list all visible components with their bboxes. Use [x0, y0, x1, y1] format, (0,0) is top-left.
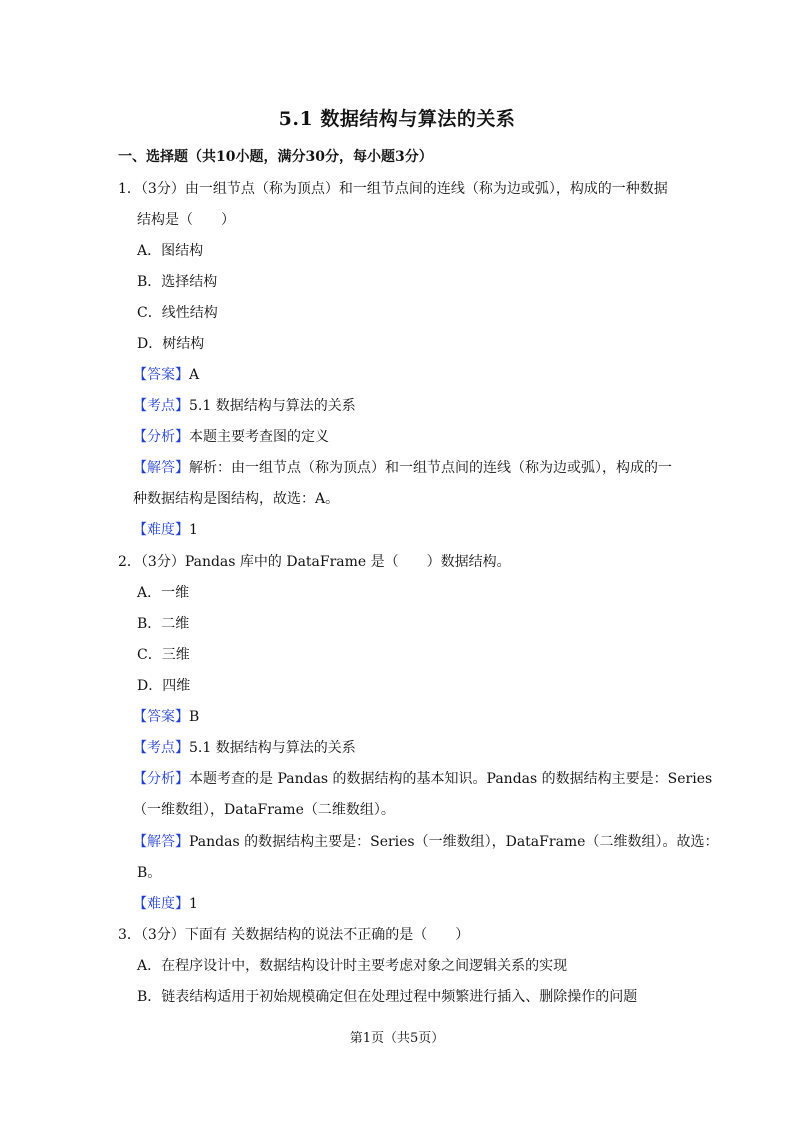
topic-tag: 【考点】 [133, 398, 189, 414]
difficulty-tag: 【难度】 [133, 522, 189, 538]
q3-option-b: B．链表结构适用于初始规模确定但在处理过程中频繁进行插入、删除操作的问题 [137, 989, 638, 1005]
q3-option-a: A．在程序设计中，数据结构设计时主要考虑对象之间逻辑关系的实现 [137, 958, 568, 974]
q2-option-d: D．四维 [137, 678, 191, 694]
q1-option-a: A．图结构 [137, 243, 204, 259]
q2-answer [133, 708, 199, 726]
q3-stem: 3．（3分）下面有 关数据结构的说法不正确的是（ ） [118, 927, 470, 943]
answer-tag: 【答案】 [133, 709, 189, 725]
q1-solution-cont: 种数据结构是图结构，故选：A。 [133, 491, 340, 507]
difficulty-value: 1 [189, 522, 198, 538]
q2-difficulty [133, 895, 198, 913]
q2-solution [133, 833, 718, 851]
analysis-value: 本题考查的是 Pandas 的数据结构的基本知识。Pandas 的数据结构主要是：Series [189, 771, 713, 787]
section-header: 一、选择题（共10小题，满分30分，每小题3分） [118, 149, 433, 165]
answer-value: A [189, 367, 200, 383]
analysis-tag: 【分析】 [133, 429, 189, 445]
solution-tag: 【解答】 [133, 460, 189, 476]
page-footer: 第1页（共5页） [349, 1031, 445, 1046]
answer-tag: 【答案】 [133, 367, 189, 383]
q2-topic [133, 739, 356, 757]
q2-option-c: C．三维 [137, 647, 190, 663]
q2-stem: 2．（3分）Pandas 库中的 DataFrame 是（ ）数据结构。 [118, 554, 511, 570]
q1-topic [133, 397, 356, 415]
q2-option-b: B．二维 [137, 616, 190, 632]
q1-analysis [133, 428, 329, 446]
q1-option-d: D．树结构 [137, 336, 205, 352]
topic-tag: 【考点】 [133, 740, 189, 756]
q2-option-a: A．一维 [137, 585, 190, 601]
topic-value: 5.1 数据结构与算法的关系 [189, 740, 356, 756]
topic-value: 5.1 数据结构与算法的关系 [189, 398, 356, 414]
q1-answer [133, 366, 199, 384]
q2-solution-cont: B。 [137, 865, 162, 881]
q1-difficulty [133, 521, 198, 539]
q2-analysis-cont: （一维数组），DataFrame（二维数组）。 [133, 802, 395, 818]
solution-tag: 【解答】 [133, 834, 189, 850]
answer-value: B [189, 709, 200, 725]
analysis-tag: 【分析】 [133, 771, 189, 787]
page-title: 5.1 数据结构与算法的关系 [278, 108, 516, 130]
difficulty-value: 1 [189, 896, 198, 912]
q1-solution [133, 459, 672, 477]
difficulty-tag: 【难度】 [133, 896, 189, 912]
q1-option-b: B．选择结构 [137, 274, 218, 290]
q1-option-c: C．线性结构 [137, 305, 218, 321]
solution-value: Pandas 的数据结构主要是：Series（一维数组），DataFrame（二维数组）。故选： [189, 834, 719, 850]
analysis-value: 本题主要考查图的定义 [189, 429, 329, 445]
q1-stem-cont: 结构是（ ） [137, 212, 235, 228]
q2-analysis [133, 770, 712, 788]
q1-stem: 1．（3分）由一组节点（称为顶点）和一组节点间的连线（称为边或弧），构成的一种数据 [118, 181, 668, 197]
solution-value: 解析：由一组节点（称为顶点）和一组节点间的连线（称为边或弧），构成的一 [189, 460, 672, 476]
